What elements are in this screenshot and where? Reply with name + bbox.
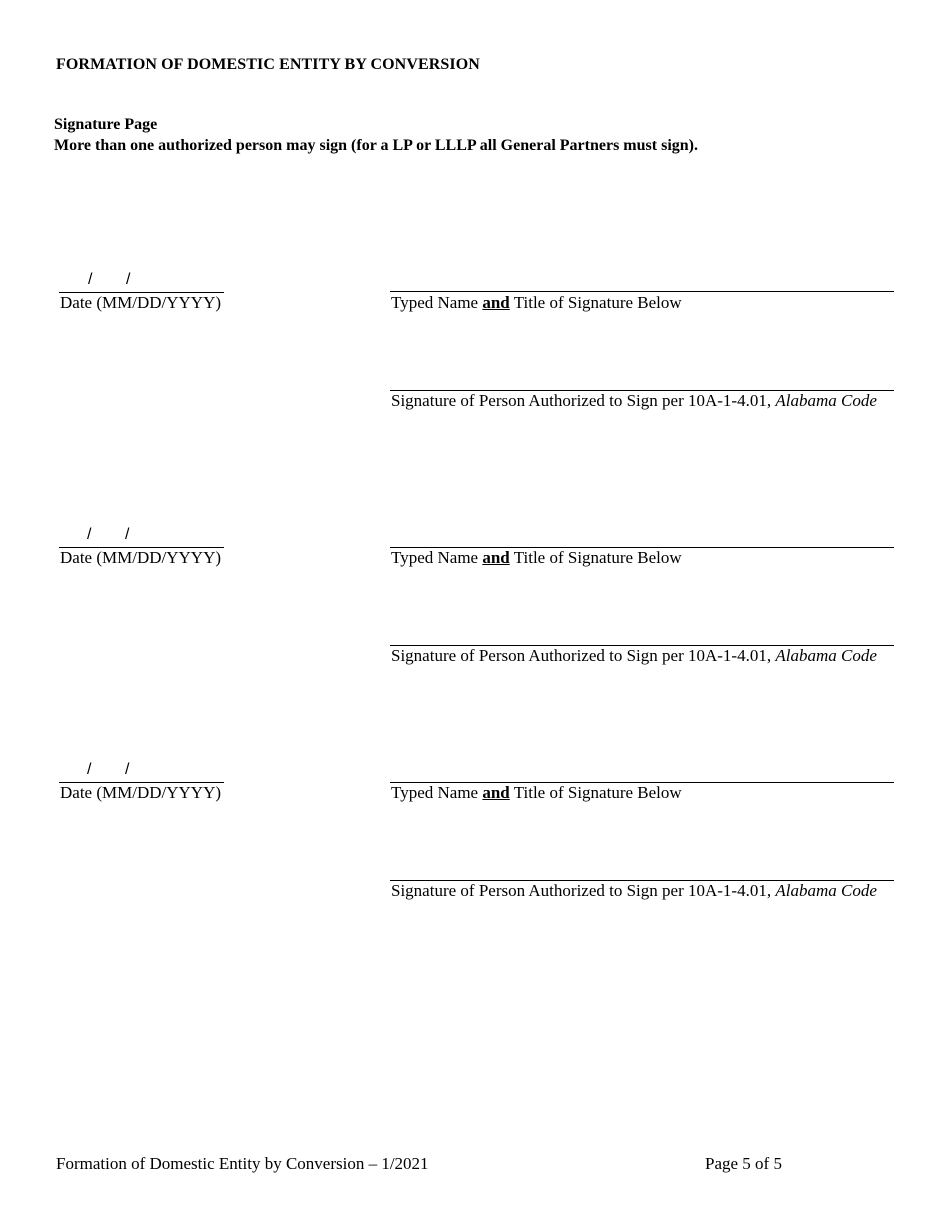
typed-name-field-3 [390, 760, 894, 783]
signature-label-prefix: Signature of Person Authorized to Sign per 10A-1-4.01, [391, 881, 776, 900]
footer-page-number: Page 5 of 5 [705, 1154, 782, 1173]
typed-name-label-prefix: Typed Name [391, 548, 483, 567]
date-month-input-2[interactable] [59, 525, 87, 545]
signature-label-prefix: Signature of Person Authorized to Sign per 10A-1-4.01, [391, 646, 776, 665]
typed-name-label-prefix: Typed Name [391, 783, 483, 802]
signing-instruction: More than one authorized person may sign (for a LP or LLLP all General Partners must sign). [54, 137, 698, 154]
typed-name-input-2[interactable] [390, 525, 894, 545]
typed-name-input-1[interactable] [390, 269, 894, 289]
typed-name-label-prefix: Typed Name [391, 293, 483, 312]
signature-field-1 [390, 368, 894, 391]
typed-name-label-suffix: Title of Signature Below [509, 293, 682, 312]
date-separator: / [125, 526, 130, 543]
typed-name-label-and: and [482, 293, 510, 312]
signature-label-code: Alabama Code [775, 881, 877, 900]
signature-label [391, 391, 877, 411]
date-day-input-3[interactable] [95, 760, 125, 780]
signature-input-2[interactable] [390, 623, 894, 643]
signature-field-2 [390, 623, 894, 646]
date-label: Date (MM/DD/YYYY) [60, 783, 222, 802]
date-day-input-2[interactable] [95, 525, 125, 545]
date-day-input-1[interactable] [95, 270, 125, 290]
typed-name-label [391, 548, 682, 568]
typed-name-label-and: and [482, 548, 510, 567]
date-field-1 [59, 270, 224, 293]
document-title: FORMATION OF DOMESTIC ENTITY BY CONVERSION [56, 56, 480, 73]
typed-name-field-2 [390, 525, 894, 548]
typed-name-label-suffix: Title of Signature Below [509, 548, 682, 567]
date-separator: / [87, 526, 92, 543]
typed-name-label [391, 783, 682, 803]
date-field-3 [59, 760, 224, 783]
date-field-2 [59, 525, 224, 548]
date-separator: / [88, 271, 93, 288]
date-year-input-2[interactable] [134, 525, 222, 545]
date-separator: / [125, 761, 130, 778]
date-month-input-1[interactable] [59, 270, 87, 290]
date-year-input-1[interactable] [134, 270, 222, 290]
signature-label [391, 646, 877, 666]
signature-label-code: Alabama Code [775, 646, 877, 665]
signature-label-code: Alabama Code [775, 391, 877, 410]
date-year-input-3[interactable] [134, 760, 222, 780]
typed-name-label-suffix: Title of Signature Below [509, 783, 682, 802]
section-title: Signature Page [54, 116, 158, 133]
signature-input-3[interactable] [390, 858, 894, 878]
date-label: Date (MM/DD/YYYY) [60, 548, 222, 567]
signature-input-1[interactable] [390, 368, 894, 388]
footer-form-name: Formation of Domestic Entity by Conversion – 1/2021 [56, 1154, 429, 1173]
signature-field-3 [390, 858, 894, 881]
typed-name-label-and: and [482, 783, 510, 802]
typed-name-field-1 [390, 269, 894, 292]
date-separator: / [87, 761, 92, 778]
date-month-input-3[interactable] [59, 760, 87, 780]
typed-name-label [391, 293, 682, 313]
date-label: Date (MM/DD/YYYY) [60, 293, 222, 312]
typed-name-input-3[interactable] [390, 760, 894, 780]
signature-label [391, 881, 877, 901]
signature-label-prefix: Signature of Person Authorized to Sign per 10A-1-4.01, [391, 391, 776, 410]
date-separator: / [126, 271, 131, 288]
